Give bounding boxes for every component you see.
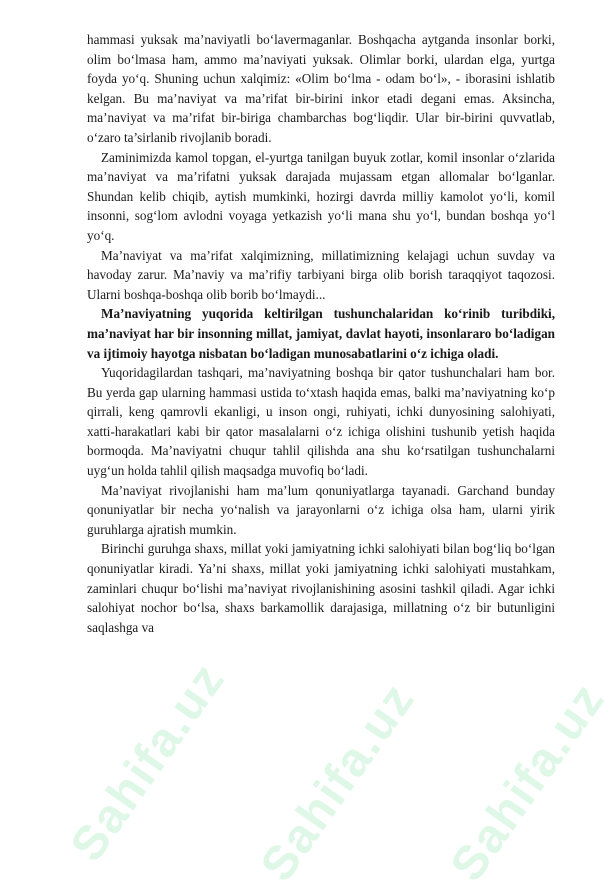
paragraph-1: hammasi yuksak ma’naviyatli bo‘lavermaganlar. Boshqacha aytganda insonlar borki, olim bo‘lmasa ham, ammo ma’naviyati yuksak. Olimlar borki, ulardan elga, yurtga foyda yo‘q. Shuning uchun xalqimiz: «Olim bo‘lma - odam bo‘l», - iborasini ishlatib kelgan. Bu ma’naviyat va ma’rifat bir-birini inkor etadi degani emas. Aksincha, ma’naviyat va ma’rifat bir-biriga chambarchas bog‘liqdir. Ular bir-birini quvvatlab, o‘zaro ta’sirlanib rivojlanib boradi. <box>87 32 555 145</box>
paragraph-2: Zaminimizda kamol topgan, el-yurtga tanilgan buyuk zotlar, komil insonlar o‘zlarida ma’naviyat va ma’rifatni yuksak darajada mujassam etgan allomalar bo‘lganlar. Shundan kelib chiqib, aytish mumkinki, hozirgi davrda milliy kamolot yo‘li, komil insonni, sog‘lom avlodni voyaga yetkazish yo‘li mana shu yo‘l, bundan boshqa yo‘l yo‘q. <box>87 149 555 243</box>
paragraph-3: Ma’naviyat va ma’rifat xalqimizning, millatimizning kelajagi uchun suvday va havoday zarur. Ma’naviy va ma’rifiy tarbiyani birga olib borish taraqqiyot taqozosi. Ularni boshqa-boshqa olib borib bo‘lmaydi... <box>87 247 555 302</box>
paragraph-6: Ma’naviyat rivojlanishi ham ma’lum qonuniyatlarga tayanadi. Garchand bunday qonuniyatlar bir necha yo‘nalish va jarayonlarni o‘z ichiga olsa ham, ularni yirik guruhlarga ajratish mumkin. <box>87 482 555 537</box>
watermark-text: Sahifa.uz <box>60 653 236 871</box>
paragraph-5: Yuqoridagilardan tashqari, ma’naviyatning boshqa bir qator tushunchalari ham bor. Bu yerda gap ularning hammasi ustida to‘xtash haqida emas, balki ma’naviyatning ko‘p qirrali, keng qamrovli ekanligi, u inson ongi, ruhiyati, ichki dunyosining salohiyati, xatti-harakatlari kabi bir qator masalalarni o‘z ichiga olishini tushunib yetish haqida bormoqda. Ma’naviyatni chuqur tahlil qilishda ana shu ko‘rsatilgan tushunchalarni uyg‘un holda tahlil qilish maqsadga muvofiq bo‘ladi. <box>87 365 555 479</box>
watermark-text: Sahifa.uz <box>250 673 426 891</box>
paragraph-4-bold: Ma’naviyatning yuqorida keltirilgan tushunchalaridan ko‘rinib turibdiki, ma’naviyat har bir insonning millat, jamiyat, davlat hayoti, insonlararo bo‘ladigan va ijtimoiy hayotga nisbatan bo‘ladigan munosabatlarini o‘z ichiga oladi. <box>87 306 555 361</box>
paragraph-7: Birinchi guruhga shaxs, millat yoki jamiyatning ichki salohiyati bilan bog‘liq bo‘lgan qonuniyatlar kiradi. Ya’ni shaxs, millat yoki jamiyatning ichki salohiyati mustahkam, zaminlari chuqur bo‘lishi ma’naviyat rivojlanishining asosini tashkil qiladi. Agar ichki salohiyat nochor bo‘lsa, shaxs barkamollik darajasiga, millatning o‘z bir butunligini saqlashga va <box>87 541 555 635</box>
document-page <box>87 30 555 637</box>
watermark-text: Sahifa.uz <box>440 673 616 891</box>
